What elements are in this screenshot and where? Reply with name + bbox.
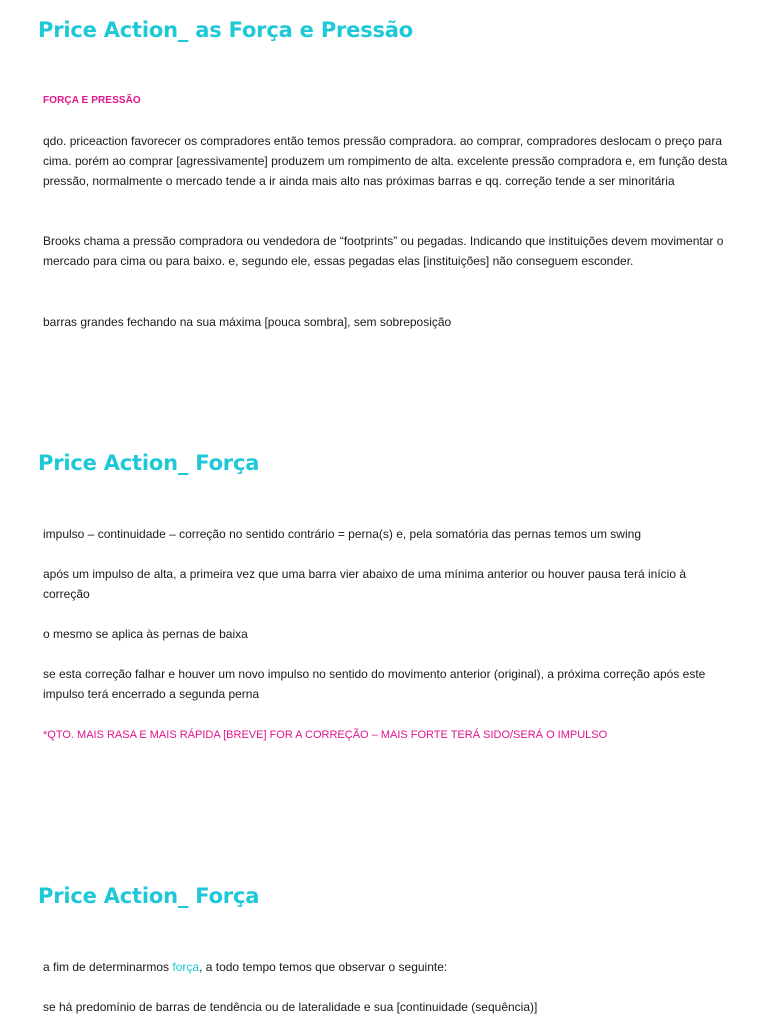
intro-text-before: a fim de determinarmos bbox=[43, 960, 173, 974]
section-title: Price Action_ Força bbox=[38, 451, 260, 475]
intro-paragraph bbox=[43, 957, 733, 977]
forca-link[interactable]: força bbox=[172, 960, 200, 974]
section-title: Price Action_ as Força e Pressão bbox=[38, 18, 414, 42]
highlight-note: *QTO. MAIS RASA E MAIS RÁPIDA [BREVE] FOR A CORREÇÃO – MAIS FORTE TERÁ SIDO/SERÁ O IMPULSO bbox=[43, 729, 608, 741]
paragraph: após um impulso de alta, a primeira vez que uma barra vier abaixo de uma mínima anterior ou houver pausa terá início à correção bbox=[43, 567, 687, 601]
paragraph: barras grandes fechando na sua máxima [pouca sombra], sem sobreposição bbox=[43, 315, 452, 329]
intro-text-after: , a todo tempo temos que observar o seguinte: bbox=[199, 960, 448, 974]
section-title: Price Action_ Força bbox=[38, 884, 260, 908]
paragraph: qdo. priceaction favorecer os compradores então temos pressão compradora. ao comprar, compradores deslocam o preço para cima. porém ao comprar [agressivamente] produzem um rompimento de alta. excelente pressão compradora e, em função desta pressão, normalmente o mercado tende a ir ainda mais alto nas próximas barras e qq. correção tende a ser minoritária bbox=[43, 134, 728, 188]
paragraph: se há predomínio de barras de tendência ou de lateralidade e sua [continuidade (sequência)] bbox=[43, 1000, 538, 1014]
paragraph: Brooks chama a pressão compradora ou vendedora de “footprints” ou pegadas. Indicando que instituições devem movimentar o mercado para cima ou para baixo. e, segundo ele, essas pegadas elas [instituições] não conseguem esconder. bbox=[43, 234, 724, 268]
paragraph: se esta correção falhar e houver um novo impulso no sentido do movimento anterior (original), a próxima correção após este impulso terá encerrado a segunda perna bbox=[43, 667, 706, 701]
section-subheading: FORÇA E PRESSÃO bbox=[43, 95, 141, 106]
paragraph: impulso – continuidade – correção no sentido contrário = perna(s) e, pela somatória das pernas temos um swing bbox=[43, 527, 641, 541]
paragraph: o mesmo se aplica às pernas de baixa bbox=[43, 627, 248, 641]
